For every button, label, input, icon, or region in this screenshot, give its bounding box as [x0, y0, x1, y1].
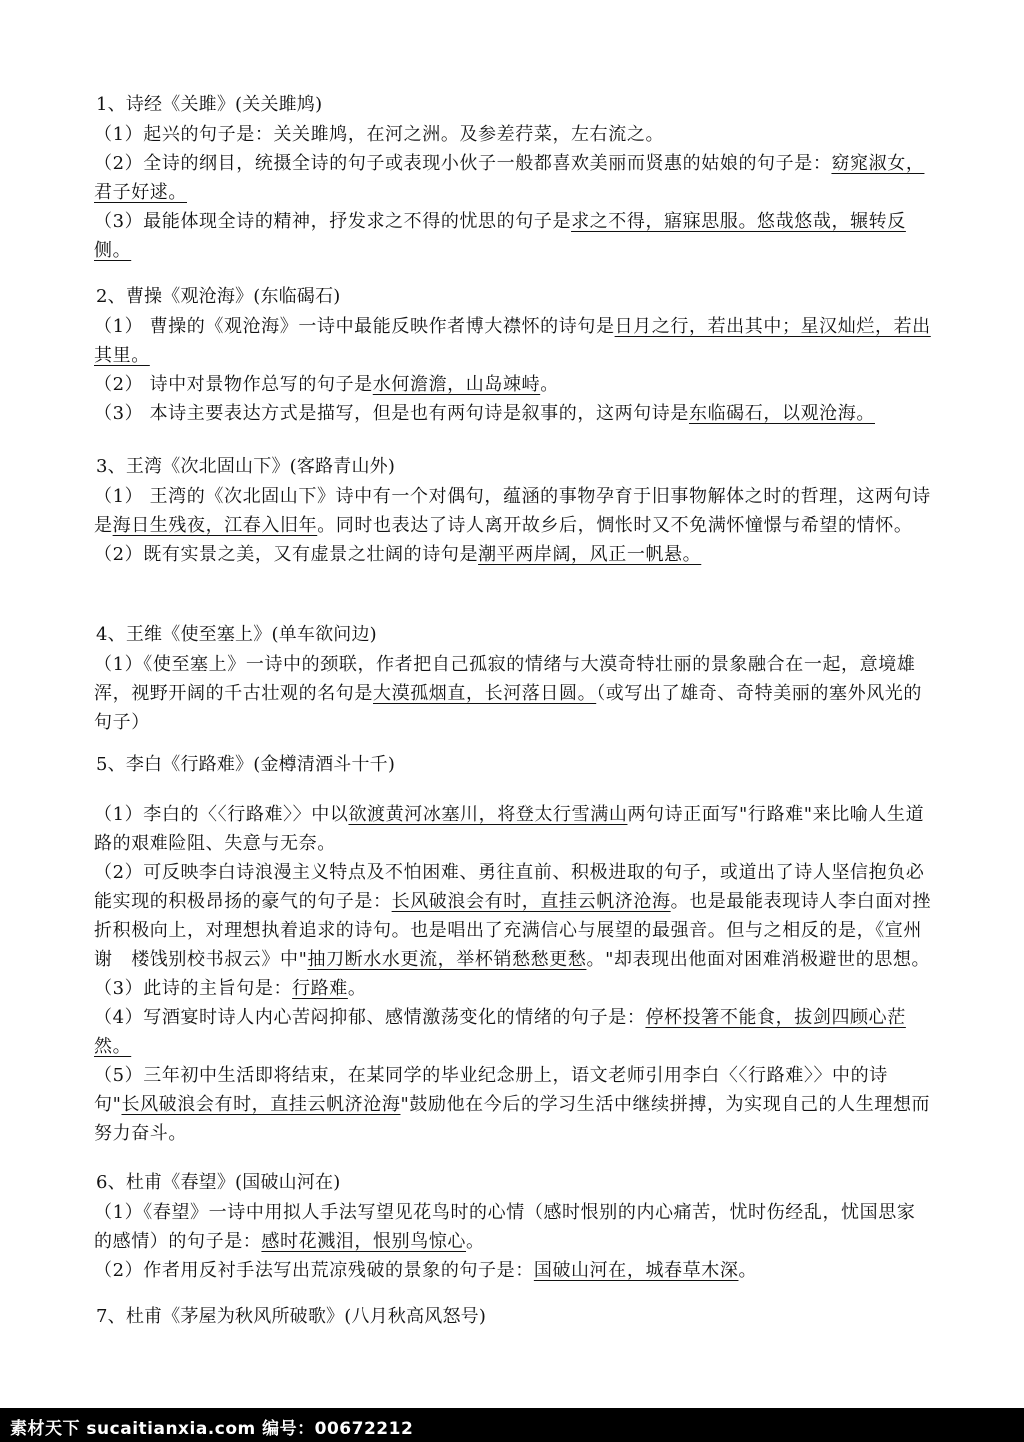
- question-text: 。也是最能表现诗人李白面对挫折积极向上，对理想执着追求的诗句。也是唱出了充满信心与展望的最强音。但与之相反的是，《宣州谢 楼饯别校书叔云》中": [94, 891, 932, 970]
- section-title: 5、李白《行路难》(金樽清酒斗十千): [96, 754, 396, 775]
- question-item: [94, 149, 932, 207]
- answer-text: 日月之行，若出其中；星汉灿烂，若出其里。: [94, 316, 931, 366]
- answer-text: 国破山河在，城春草木深: [533, 1260, 739, 1281]
- question-text: （3）最能体现全诗的精神，抒发求之不得的忧思的句子是: [94, 211, 572, 232]
- question-text: 。: [347, 978, 367, 999]
- question-text: （1） 王湾的《次北固山下》诗中有一个对偶句，蕴涵的事物孕育于旧事物解体之时的哲理，这两句诗是: [94, 486, 931, 536]
- answer-text: 窈窕淑女，君子好逑。: [94, 153, 925, 203]
- section-title: 2、曹操《观沧海》(东临碣石): [96, 286, 341, 307]
- question-text: （2）全诗的纲目，统摄全诗的句子或表现小伙子一般都喜欢美丽而贤惠的姑娘的句子是：: [94, 153, 832, 174]
- question-text: 。: [540, 374, 559, 395]
- question-text: （3） 本诗主要表达方式是描写，但是也有两句诗是叙事的，这两句诗是: [94, 403, 689, 424]
- question-text: "鼓励他在今后的学习生活中继续拼搏，为实现自己的人生理想而努力奋斗。: [94, 1094, 931, 1144]
- question-item: [94, 974, 932, 1003]
- question-text: （3）此诗的主旨句是：: [94, 978, 293, 999]
- section-title: 4、王维《使至塞上》(单车欲问边): [96, 624, 377, 645]
- question-text: （2）可反映李白诗浪漫主义特点及不怕困难、勇往直前、积极进取的句子，或道出了诗人坚信抱负必能实现的积极昂扬的豪气的句子是：: [94, 862, 925, 912]
- watermark-text: 素材天下 sucaitianxia.com 编号：00672212: [10, 1419, 414, 1439]
- answer-text: 抽刀断水水更流，举杯销愁愁更愁: [307, 949, 587, 970]
- question-item: [94, 482, 932, 540]
- question-item: [94, 858, 932, 974]
- question-text: （5）三年初中生活即将结束，在某同学的毕业纪念册上，语文老师引用李白〈〈行路难〉〉中的诗句": [94, 1065, 888, 1115]
- answer-text: 行路难: [292, 978, 348, 999]
- question-item: [94, 120, 932, 149]
- watermark-bar: [0, 1408, 1024, 1442]
- question-text: （1） 曹操的《观沧海》一诗中最能反映作者博大襟怀的诗句是: [94, 316, 615, 337]
- question-item: [94, 1256, 932, 1285]
- section-title: 1、诗经《关雎》(关关雎鸠): [96, 94, 323, 115]
- section-title: 7、杜甫《茅屋为秋风所破歌》(八月秋高风怒号): [96, 1306, 487, 1327]
- answer-text: 潮平两岸阔，风正一帆悬。: [478, 544, 702, 565]
- answer-text: 求之不得，寤寐思服。悠哉悠哉，辗转反侧。: [94, 211, 906, 261]
- question-item: [94, 1061, 932, 1148]
- question-item: [94, 650, 932, 737]
- section-4: [96, 620, 932, 737]
- question-text: （1）李白的〈〈行路难〉〉中以: [94, 804, 349, 825]
- section-5: [96, 750, 932, 1148]
- answer-text: 停杯投箸不能食，拔剑四顾心茫然。: [94, 1007, 906, 1057]
- section-title: 3、王湾《次北固山下》(客路青山外): [96, 456, 396, 477]
- question-text: 。: [466, 1231, 485, 1252]
- question-text: 。同时也表达了诗人离开故乡后，惆怅时又不免满怀憧憬与希望的情怀。: [317, 515, 913, 536]
- section-7: [96, 1302, 932, 1332]
- question-text: （2） 诗中对景物作总写的句子是: [94, 374, 373, 395]
- question-item: [94, 800, 932, 858]
- answer-text: 海日生残夜，江春入旧年: [112, 515, 318, 536]
- answer-text: 长风破浪会有时，直挂云帆济沧海: [121, 1094, 401, 1115]
- answer-text: 大漠孤烟直，长河落日圆。: [373, 683, 597, 704]
- question-text: （2）既有实景之美，又有虚景之壮阔的诗句是: [94, 544, 479, 565]
- question-text: （4）写酒宴时诗人内心苦闷抑郁、感情激荡变化的情绪的句子是：: [94, 1007, 646, 1028]
- answer-text: 水何澹澹，山岛竦峙: [372, 374, 541, 395]
- question-item: [94, 312, 932, 370]
- question-item: [94, 207, 932, 265]
- question-text: （1）《春望》一诗中用拟人手法写望见花鸟时的心情（感时恨别的内心痛苦，忧时伤经乱，忧国思家的感情）的句子是：: [94, 1202, 916, 1252]
- question-text: 。: [738, 1260, 758, 1281]
- section-title: 6、杜甫《春望》(国破山河在): [96, 1172, 341, 1193]
- question-text: 两句诗正面写"行路难"来比喻人生道路的艰难险阻、失意与无奈。: [94, 804, 925, 854]
- section-2: [96, 282, 932, 428]
- answer-text: 长风破浪会有时，直挂云帆济沧海: [391, 891, 671, 912]
- question-item: [94, 1003, 932, 1061]
- answer-text: 感时花溅泪，恨别鸟惊心: [261, 1231, 467, 1252]
- answer-text: 东临碣石，以观沧海。: [688, 403, 875, 424]
- question-text: （2）作者用反衬手法写出荒凉残破的景象的句子是：: [94, 1260, 534, 1281]
- answer-text: 欲渡黄河冰塞川，将登太行雪满山: [348, 804, 628, 825]
- question-text: （1）《使至塞上》一诗中的颈联，作者把自己孤寂的情绪与大漠奇特壮丽的景象融合在一起，意境雄浑，视野开阔的千古壮观的名句是: [94, 654, 916, 704]
- section-1: [96, 90, 932, 265]
- section-3: [96, 452, 932, 569]
- question-item: [94, 540, 932, 569]
- section-6: [96, 1168, 932, 1285]
- question-item: [94, 1198, 932, 1256]
- question-item: [94, 399, 932, 428]
- question-text: （或写出了雄奇、奇特美丽的塞外风光的句子）: [94, 683, 923, 733]
- question-text: （1）起兴的句子是：关关雎鸠，在河之洲。及参差荇菜，左右流之。: [94, 124, 665, 145]
- question-text: 。"却表现出他面对困难消极避世的思想。: [586, 949, 931, 970]
- question-item: [94, 370, 932, 399]
